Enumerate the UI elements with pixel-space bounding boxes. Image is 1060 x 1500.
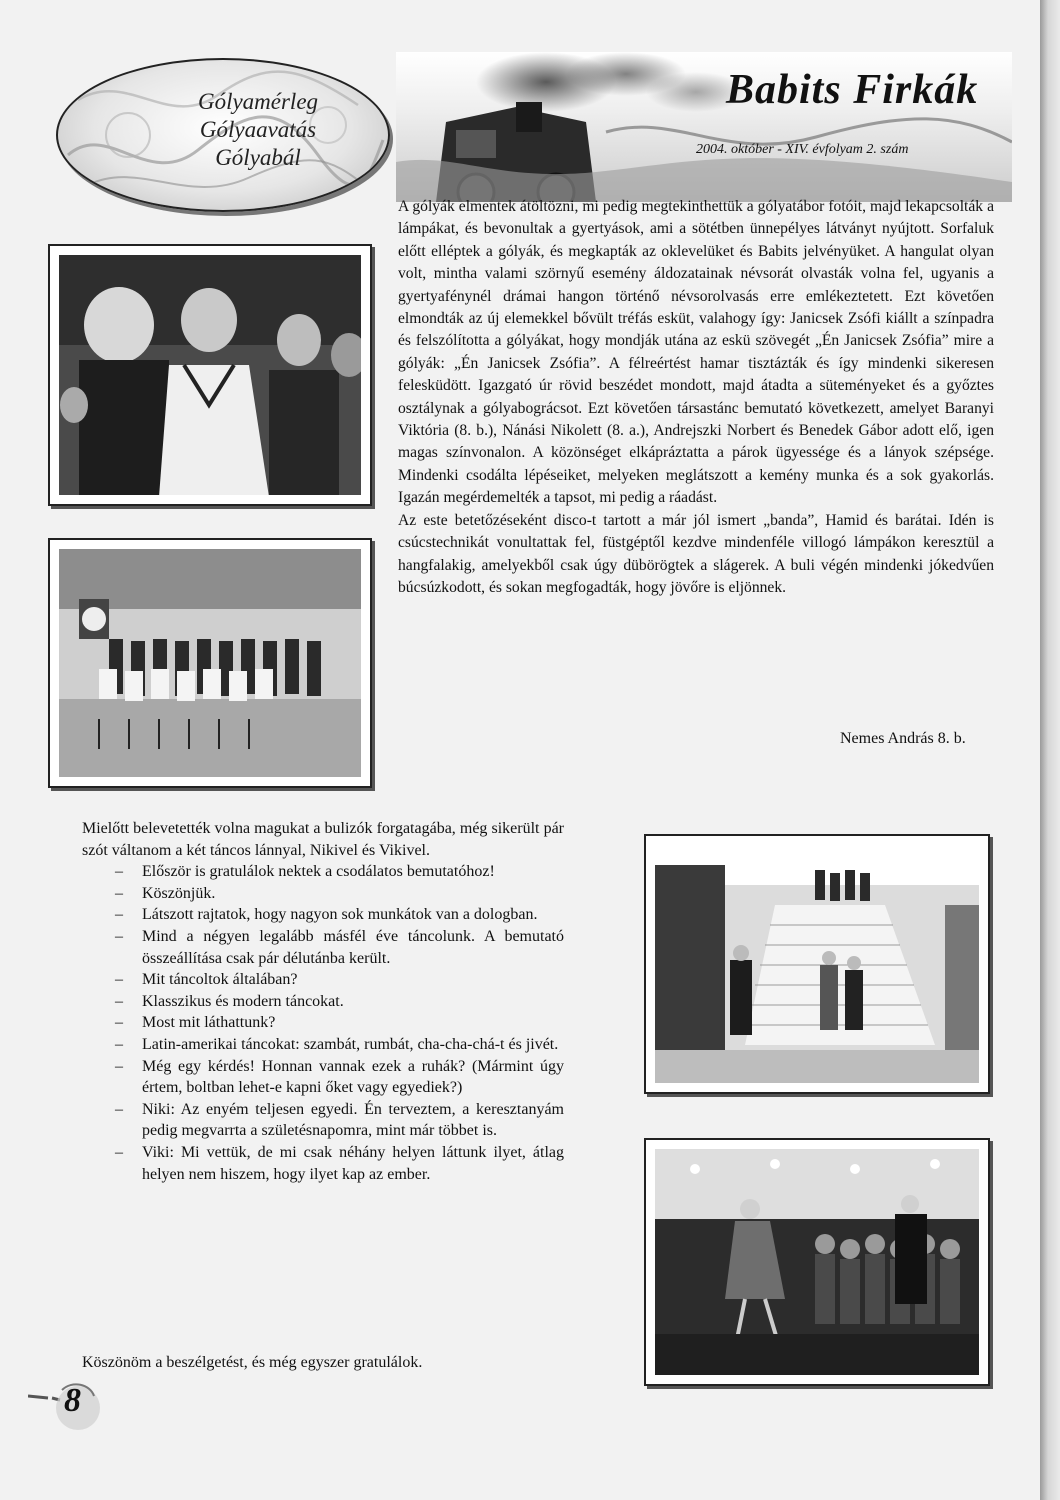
interview-line: Latin-amerikai táncokat: szambát, rumbát, cha-cha-chá-t és jivét.	[142, 1035, 559, 1053]
oval-line-golyaavatas: Gólyaavatás	[199, 117, 317, 142]
dancefloor-photo-icon	[655, 1149, 979, 1375]
dash-icon: –	[115, 927, 123, 945]
photo-students-image	[59, 255, 361, 495]
article-paragraph-2: Az este betetőzéseként disco-t tartott a már jól ismert „banda”, Hamid és barátai. Idén is csúcstechnikát vonultattak fel, füstgéptől kezdve mindenféle villogó lámpákon keresztül a hangfalakig, amelyekből csak úgy dübörögtek a slágerek. A buli végén mindenki jókedvűen búcsúzkodott, és sokan megfogadták, hogy jövőre is eljönnek.	[398, 511, 994, 596]
interview-outro: Köszönöm a beszélgetést, és még egyszer gratulálok.	[82, 1354, 423, 1371]
list-item	[82, 883, 564, 905]
photo-hall-image	[59, 549, 361, 777]
page-edge-shadow	[1040, 0, 1060, 1500]
photo-students-in-uniform	[48, 244, 372, 506]
dash-icon: –	[115, 863, 123, 881]
list-item	[82, 991, 564, 1013]
interview-intro: Mielőtt belevetették volna magukat a bulizók forgatagába, még sikerült pár szót váltanom a két táncos lánnyal, Nikivel és Vikivel.	[82, 820, 564, 859]
dash-icon: –	[115, 906, 123, 924]
page-number: 8	[64, 1382, 81, 1419]
interview-line: Niki: Az enyém teljesen egyedi. Én terveztem, a keresztanyám pedig megvarrta a születésnapomra, mint már többet is.	[142, 1100, 564, 1140]
list-item	[82, 904, 564, 926]
photo-ceremony-hall	[48, 538, 372, 788]
interview-line: Még egy kérdés! Honnan vannak ezek a ruhák? (Mármint úgy értem, boltban lehet-e kapni őket vagy egyediek?)	[142, 1057, 564, 1097]
banner-subtitle: 2004. október - XIV. évfolyam 2. szám	[696, 142, 909, 157]
page-number-ornament	[28, 1378, 118, 1438]
interview-line: Mind a négyen legalább másfél éve táncolunk. A bemutató összeállítása csak pár délutánba került.	[142, 927, 564, 967]
dash-icon: –	[115, 992, 123, 1010]
article-paragraph-1: A gólyák elmentek átöltözni, mi pedig megtekinthettük a gólyatábor fotóit, majd lekapcsolták a lámpákat, és bevonultak a gyertyások, ami a sötétben ünnepélyes látványt nyújtott. Sorfaluk előtt elléptek a gólyák, és megkapták az oklevelüket és Babits jelvényüket. A hangulat olyan volt, mintha valami szörnyű esemény áldozatainak névsorát olvasták volna fel, ugyanis a gyertyafénynél drámai hangon történő névsorolvasás erre emlékeztetett. Ezt követően elmondták az új elemekkel bővült tréfás esküt, valahogy így: Janicsek Zsófi kiállt a színpadra és felszólította a gólyákat, hogy mondják utána az eskü szövegét „Én Janicsek Zsófia” mire a gólyák: „Én Janicsek Zsófia”. A félreértést hamar tisztázták és így mindenki sikeresen felesküdött. Igazgató úr rövid beszédet mondott, majd átadta a süteményeket és a győztes osztálynak a gólyabográcsot. Ezt követően társastánc bemutató következett, amelyet Baranyi Viktória (8. b.), Nánási Nikolett (8. a.), Andrejszki Norbert és Benedek Gábor adott elő, igen magas színvonalon. A közönséget elkápráztatta a párok ügyessége és a lányok szépsége. Mindenki csodálta lépéseiket, melyeken meglátszott a kemény munka és a sok gyakorlás. Igazán megérdemelték a tapsot, mi pedig a ráadást.	[398, 198, 994, 507]
list-item	[82, 1099, 564, 1142]
dash-icon: –	[115, 1100, 123, 1118]
oval-line-golyabal: Gólyabál	[215, 145, 301, 170]
interview-line: Mit táncoltok általában?	[142, 971, 298, 989]
list-item	[82, 1056, 564, 1099]
interview-line: Először is gratulálok nektek a csodálatos bemutatóhoz!	[142, 863, 495, 881]
interview-line: Viki: Mi vettük, de mi csak néhány helyen láttunk ilyet, átlag helyen nem hiszem, hogy ilyet kap az ember.	[142, 1143, 564, 1183]
dash-icon: –	[115, 1035, 123, 1053]
interview-line: Látszott rajtatok, hogy nagyon sok munkátok van a dologban.	[142, 906, 538, 924]
interview-line: Most mit láthattunk?	[142, 1014, 276, 1032]
dash-icon: –	[115, 1143, 123, 1161]
dash-icon: –	[115, 1057, 123, 1075]
students-photo-icon	[59, 255, 361, 495]
list-item	[82, 1012, 564, 1034]
dash-icon: –	[115, 884, 123, 902]
photo-staircase-image	[655, 845, 979, 1083]
staircase-photo-icon	[655, 845, 979, 1083]
oval-title-lines	[158, 88, 358, 172]
list-item	[82, 861, 564, 883]
list-item	[82, 1034, 564, 1056]
dash-icon: –	[115, 971, 123, 989]
oval-line-golyamerleg: Gólyamérleg	[197, 89, 319, 114]
header-oval	[56, 58, 390, 212]
interview-section	[82, 818, 564, 1185]
interview-line: Klasszikus és modern táncokat.	[142, 992, 344, 1010]
photo-dancefloor-image	[655, 1149, 979, 1375]
article-body	[398, 196, 994, 599]
list-item	[82, 1142, 564, 1185]
interview-line: Köszönjük.	[142, 884, 216, 902]
hall-photo-icon	[59, 549, 361, 777]
list-item	[82, 926, 564, 969]
article-signature: Nemes András 8. b.	[840, 730, 966, 747]
masthead-banner	[396, 52, 1012, 202]
list-item	[82, 969, 564, 991]
banner-title: Babits Firkák	[726, 67, 979, 113]
dash-icon: –	[115, 1014, 123, 1032]
photo-dancers-staircase	[644, 834, 990, 1094]
photo-dance-floor	[644, 1138, 990, 1386]
interview-list	[82, 861, 564, 1185]
